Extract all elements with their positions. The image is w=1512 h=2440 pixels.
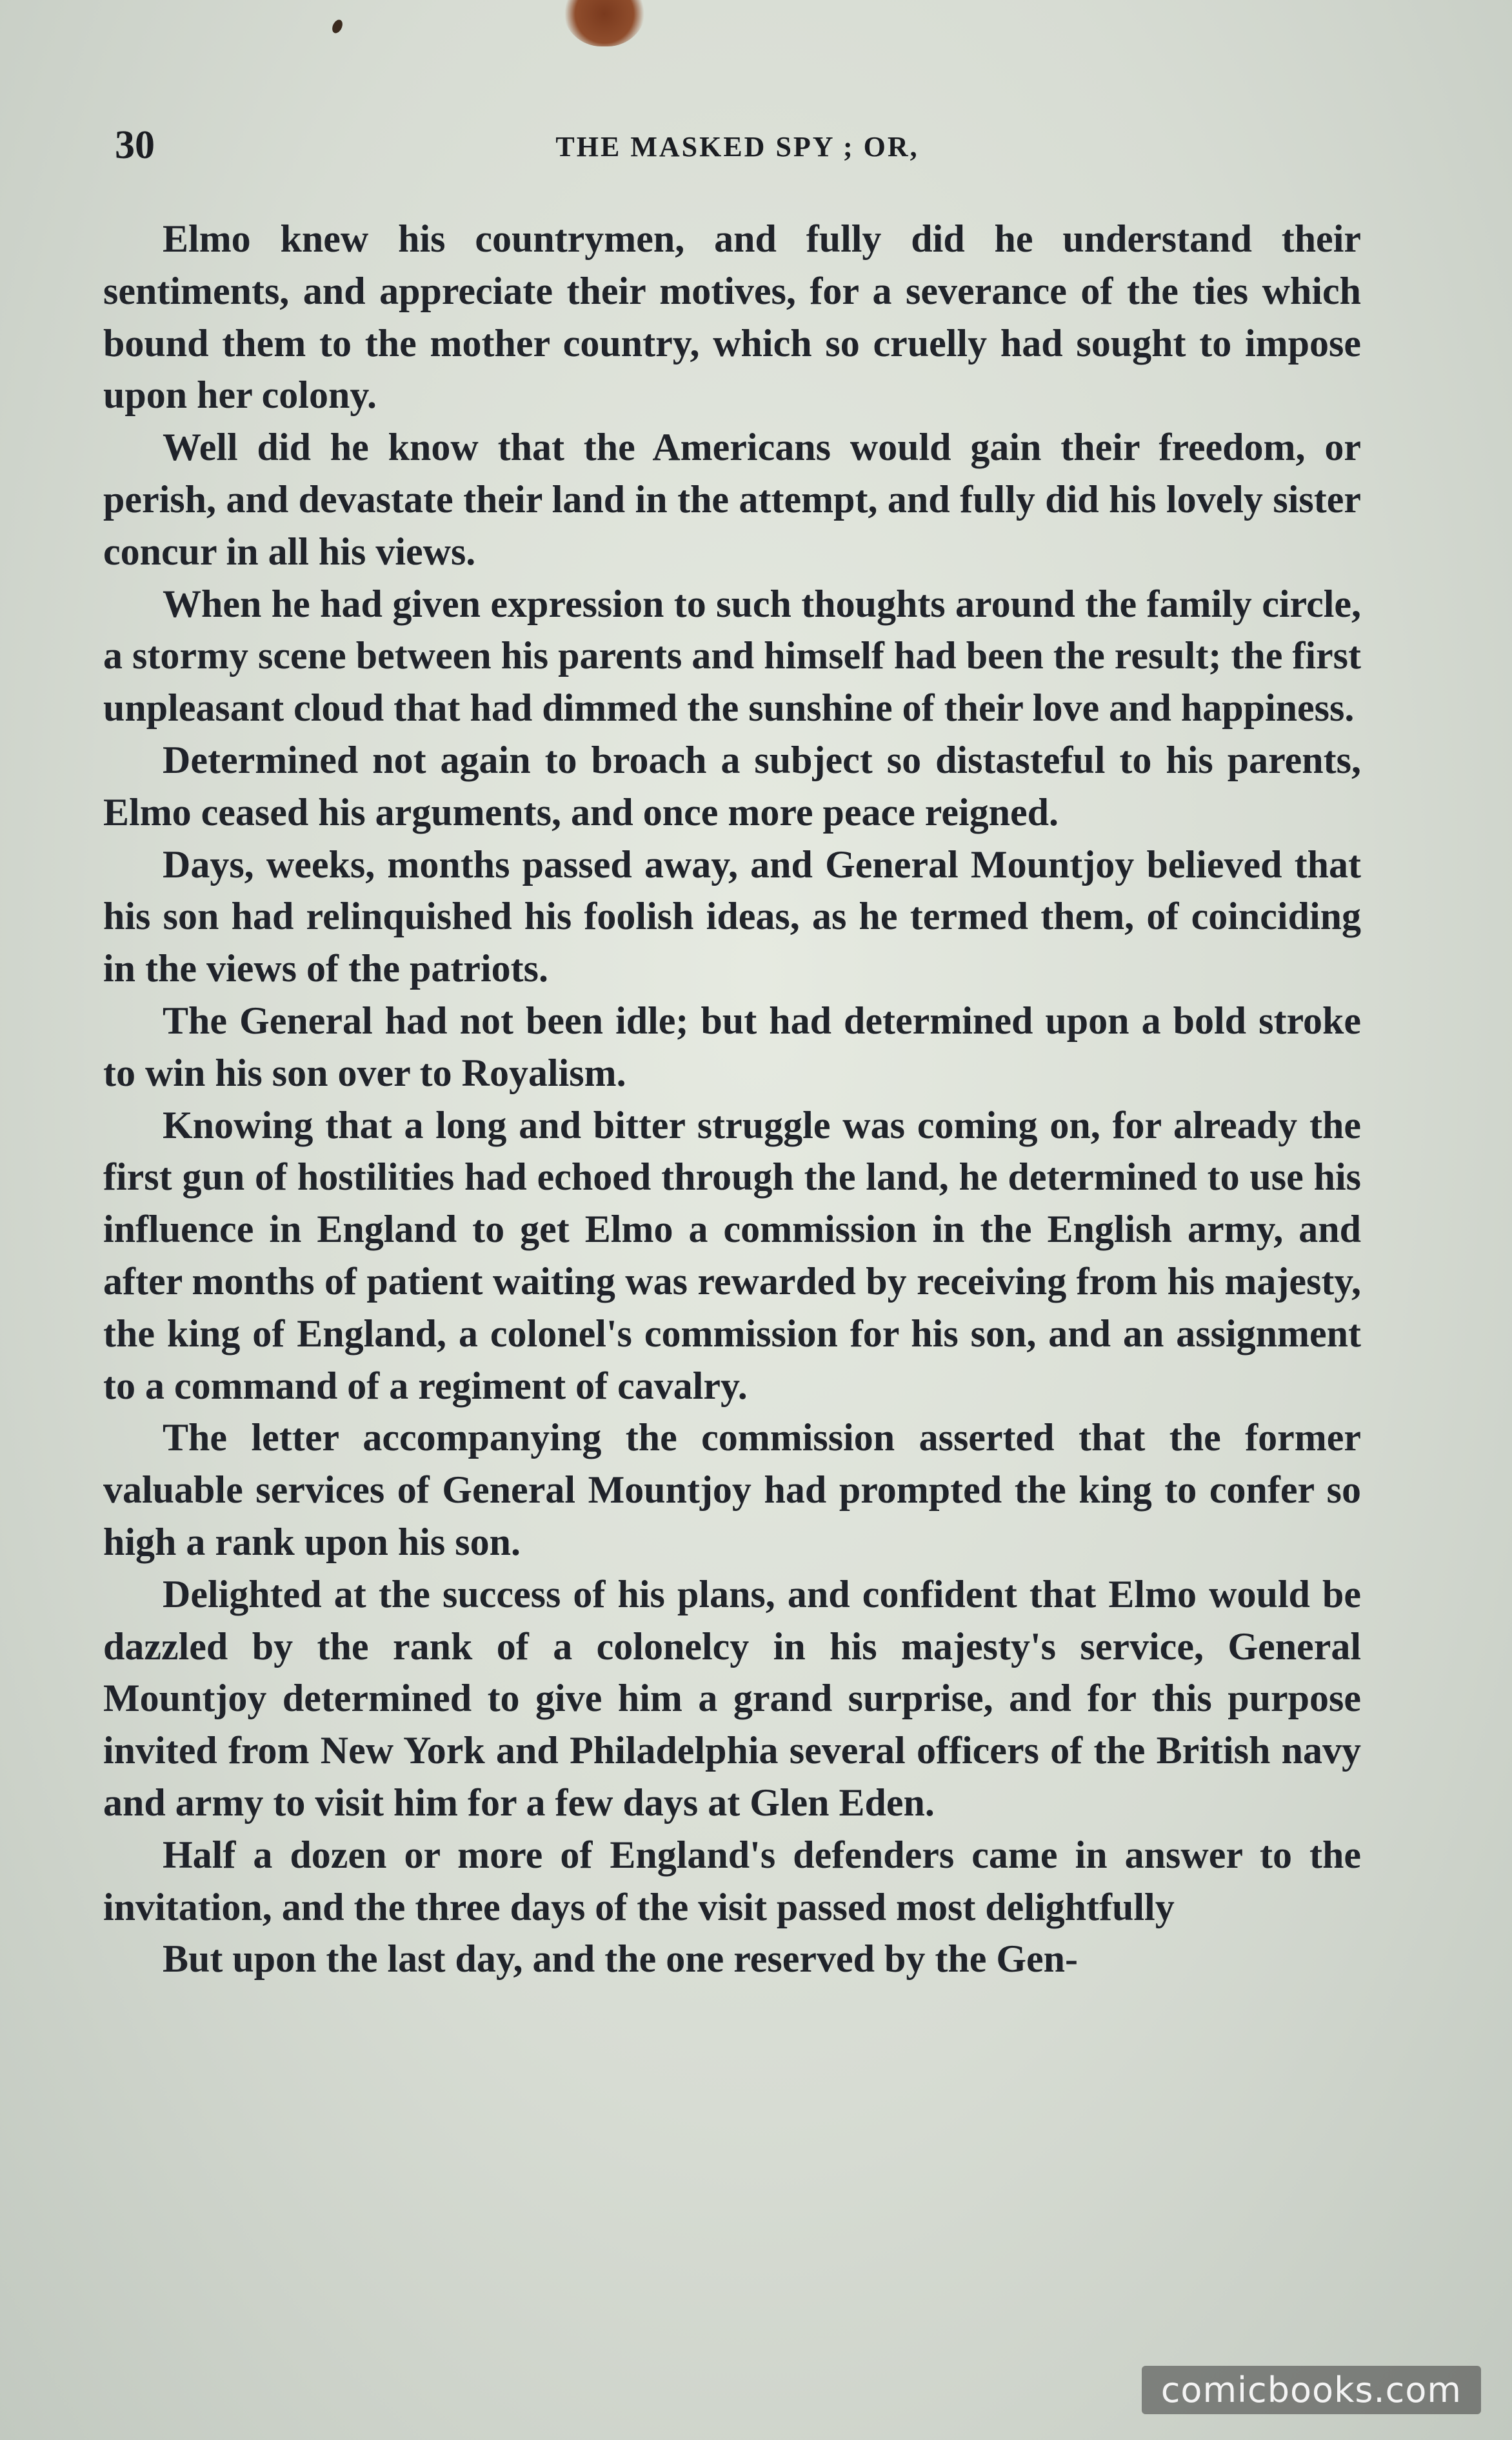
paragraph: Delighted at the success of his plans, and confident that Elmo would be dazzled by the rank of a colonelcy in his majesty's service, General Mountjoy determined to give him a grand surprise, and for this purpose invited from New York and Philadelphia several officers of the British navy and army to visit him for a few days at Glen Eden. <box>103 1572 1361 1824</box>
paragraph: Elmo knew his countrymen, and fully did he understand their sentiments, and appreciate their motives, for a severance of the ties which bound them to the mother country, which so cruelly had sought to impose upon her colony. <box>103 217 1361 417</box>
paragraph: Determined not again to broach a subject so distasteful to his parents, Elmo ceased his arguments, and once more peace reigned. <box>103 738 1361 834</box>
paragraph: Knowing that a long and bitter struggle was coming on, for already the first gun of hostilities had echoed through the land, he determined to use his influence in England to get Elmo a commission in the English army, and after months of patient waiting was rewarded by receiving from his majesty, the king of England, a colonel's commission for his son, and an assignment to a command of a regiment of cavalry. <box>103 1103 1361 1407</box>
paragraph: But upon the last day, and the one reserved by the Gen- <box>163 1937 1079 1981</box>
ink-speck <box>330 18 344 35</box>
paragraph: The General had not been idle; but had determined upon a bold stroke to win his son over to Royalism. <box>103 999 1361 1094</box>
running-title: THE MASKED SPY ; OR, <box>555 131 919 163</box>
paragraph: Half a dozen or more of England's defenders came in answer to the invitation, and the three days of the visit passed most delightfully <box>103 1833 1361 1928</box>
paragraph: When he had given expression to such thoughts around the family circle, a stormy scene between his parents and himself had been the result; the first unpleasant cloud that had dimmed the sunshine of their love and happiness. <box>103 582 1361 730</box>
paper-stain <box>562 0 646 46</box>
paragraph: Well did he know that the Americans would gain their freedom, or perish, and devastate their land in the attempt, and fully did his lovely sister concur in all his views. <box>103 426 1361 573</box>
paragraph: Days, weeks, months passed away, and General Mountjoy believed that his son had relinquished his foolish ideas, as he termed them, of coinciding in the views of the patriots. <box>103 843 1361 990</box>
paragraph: The letter accompanying the commission asserted that the former valuable services of General Mountjoy had prompted the king to confer so high a rank upon his son. <box>103 1416 1361 1563</box>
page-header <box>115 123 1360 168</box>
page-number: 30 <box>115 123 155 167</box>
body-text <box>103 213 1361 1985</box>
site-watermark: comicbooks.com <box>1142 2366 1481 2414</box>
